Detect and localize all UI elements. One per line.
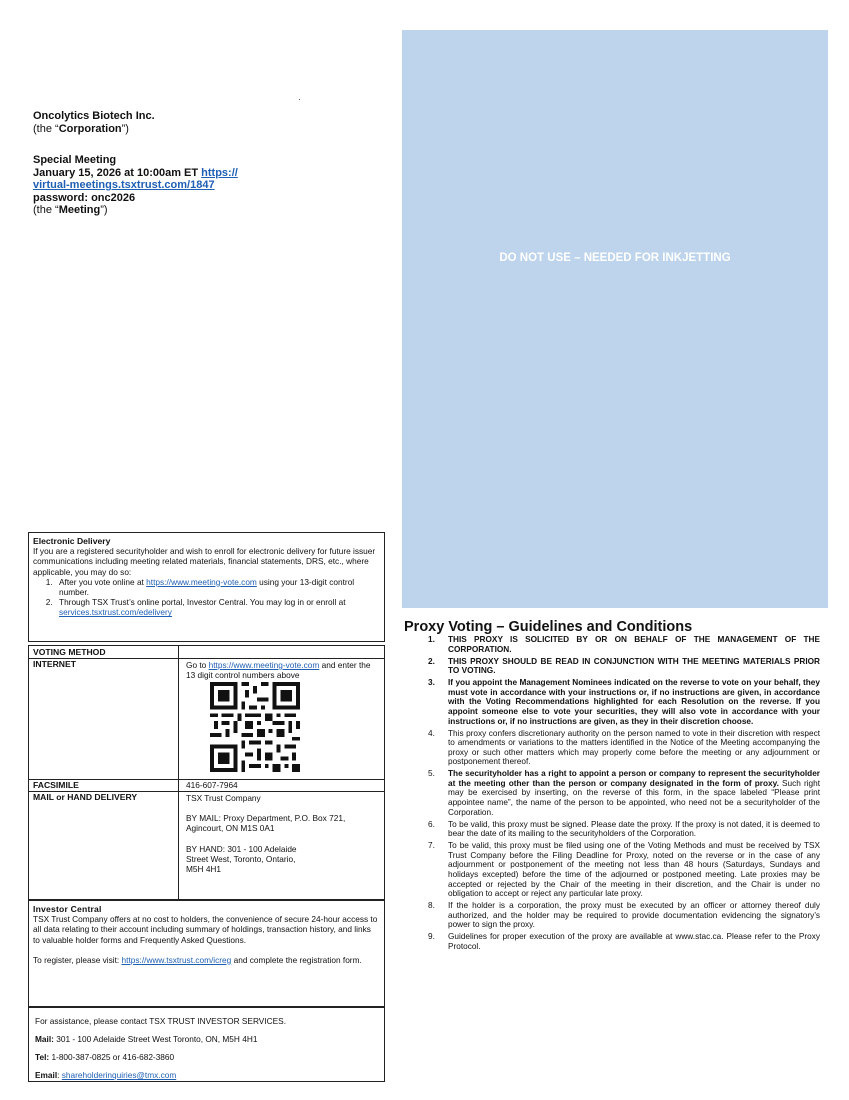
assistance-email: Email: shareholderinquiries@tmx.com [35, 1070, 177, 1080]
meeting-url-link-cont[interactable]: virtual-meetings.tsxtrust.com/1847 [33, 179, 215, 191]
facsimile-label: FACSIMILE [29, 779, 179, 791]
inkjet-text: DO NOT USE – NEEDED FOR INKJETTING [499, 252, 731, 264]
internet-vote-link[interactable]: https://www.meeting-vote.com [208, 660, 320, 670]
meeting-block [33, 154, 333, 217]
edelivery-link[interactable]: services.tsxtrust.com/edelivery [59, 607, 172, 618]
list-item: 2. Through TSX Trust’s online portal, Investor Central. You may log in or enroll at services.tsxtrust.com/edelivery [55, 597, 380, 617]
icreg-link[interactable]: https://www.tsxtrust.com/icreg [121, 954, 232, 965]
stray-dot [299, 99, 300, 100]
list-item: 7. To be valid, this proxy must be filed using one of the Voting Methods and must be received by TSX Trust Company before the Filing Deadline for Proxy, noted on the reverse or in the case of any adjournment or postponement of the meeting not less than 48 hours (Saturdays, Sundays and holidays excepted) before the time of the adjourned or postponed meeting. Late proxies may be accepted or rejected by the Chair of the meeting in their discretion, and the Chair is under no obligation to accept or reject any particular late proxy. [428, 841, 820, 899]
table-row [29, 658, 384, 780]
qr-code-icon[interactable] [209, 682, 301, 772]
assistance-box [28, 1007, 385, 1082]
corporation-name: Oncolytics Biotech Inc. [33, 110, 155, 122]
table-row [29, 791, 384, 899]
list-item: 3. If you appoint the Management Nominees indicated on the reverse to vote on your behalf, they must vote in accordance with your instructions or, if no instructions are given, in accordance with the Voting Recommendations highlighted for each Resolution on the reverse. If you appoint someone else to vote your securities, they will also vote in accordance with your instructions or, if no instructions are given, as they in their discretion choose. [428, 678, 820, 726]
investor-central-register: To register, please visit: https://www.tsxtrust.com/icreg and complete the registration form. [33, 954, 362, 965]
investor-central-box [28, 900, 385, 1007]
assistance-line: For assistance, please contact TSX TRUST INVESTOR SERVICES. [35, 1016, 287, 1026]
list-item: 2. THIS PROXY SHOULD BE READ IN CONJUNCTION WITH THE MEETING MATERIALS PRIOR TO VOTING. [428, 656, 820, 676]
voting-method-header: VOTING METHOD [29, 646, 179, 658]
assistance-mail: Mail: 301 - 100 Adelaide Street West Toronto, ON, M5H 4H1 [35, 1034, 258, 1044]
proxy-guidelines-list [410, 635, 820, 954]
hand-address-line: Street West, Toronto, Ontario, [186, 853, 296, 864]
list-item: 9. Guidelines for proper execution of the proxy are available at www.stac.ca. Please refer to the Proxy Protocol. [428, 932, 820, 951]
meeting-vote-link[interactable]: https://www.meeting-vote.com [146, 576, 257, 587]
voting-method-table [28, 645, 385, 900]
mail-address-line: Agincourt, ON M1S 0A1 [186, 823, 275, 834]
electronic-delivery-title: Electronic Delivery [33, 536, 111, 546]
mail-company: TSX Trust Company [186, 793, 261, 803]
corporation-block [33, 110, 293, 135]
electronic-delivery-list [33, 577, 380, 618]
investor-central-title: Investor Central [33, 904, 102, 914]
mail-value [179, 791, 384, 899]
list-item: 8. If the holder is a corporation, the proxy must be executed by an officer or attorney thereof duly authorized, and the holder may be required to provide documentation evidencing the signatory’s power to sign the proxy. [428, 901, 820, 930]
electronic-delivery-intro: If you are a registered securityholder and wish to enroll for electronic delivery for future issuer communications including meeting related materials, financial statements, DRS, etc., where applicable, you may do so: [33, 546, 376, 577]
meeting-date: January 15, 2026 at 10:00am ET https:// virtual-meetings.tsxtrust.com/1847 [33, 166, 238, 191]
meeting-title: Special Meeting [33, 154, 117, 166]
hand-address-line: BY HAND: 301 - 100 Adelaide [186, 843, 297, 854]
corporation-alias: (the “Corporation”) [33, 122, 129, 135]
assistance-tel: Tel: 1-800-387-0825 or 416-682-3860 [35, 1052, 175, 1062]
list-item: 1. After you vote online at https://www.meeting-vote.com using your 13-digit control number. [55, 577, 380, 597]
investor-central-body: TSX Trust Company offers at no cost to holders, the convenience of secure 24-hour access to all data relating to their account including summary of holdings, transaction history, and links to valuable holder forms and Frequently Asked Questions. [33, 914, 378, 945]
meeting-password: password: onc2026 [33, 191, 136, 204]
meeting-alias: (the “Meeting”) [33, 204, 108, 216]
list-item: 1. THIS PROXY IS SOLICITED BY OR ON BEHALF OF THE MANAGEMENT OF THE CORPORATION. [428, 635, 820, 654]
list-item: 6. To be valid, this proxy must be signed. Please date the proxy. If the proxy is not dated, it is deemed to bear the date of its mailing to the securityholders of the Corporation. [428, 819, 820, 839]
mail-label: MAIL or HAND DELIVERY [29, 791, 179, 899]
internet-value: Go to https://www.meeting-vote.com and enter the 13 digit control numbers above [179, 658, 384, 779]
inkjet-panel [402, 30, 828, 608]
email-link[interactable]: shareholderinquiries@tmx.com [61, 1070, 177, 1080]
facsimile-value: 416-607-7964 [186, 780, 238, 790]
mail-address-line: BY MAIL: Proxy Department, P.O. Box 721, [186, 813, 346, 824]
electronic-delivery-box [28, 532, 385, 642]
meeting-url-link[interactable]: https:// [201, 166, 238, 179]
internet-label: INTERNET [29, 658, 179, 779]
list-item: 5. The securityholder has a right to appoint a person or company to represent the securityholder at the meeting other than the person or company designated in the form of proxy. Such right may be exercised by inserting, on the reverse of this form, in the space labeled “Please print appointee name”, the name of the person to be appointed, who need not be a securityholder of the Corporation. [428, 769, 821, 817]
list-item: 4. This proxy confers discretionary authority on the person named to vote in their discretion with respect to amendments or variations to the matters identified in the Notice of the Meeting accompanying the proxy or such other matters which may properly come before the meeting or any adjournment or postponement thereof. [428, 728, 820, 767]
hand-address-line: M5H 4H1 [186, 864, 222, 875]
proxy-heading: Proxy Voting – Guidelines and Conditions [404, 619, 693, 635]
